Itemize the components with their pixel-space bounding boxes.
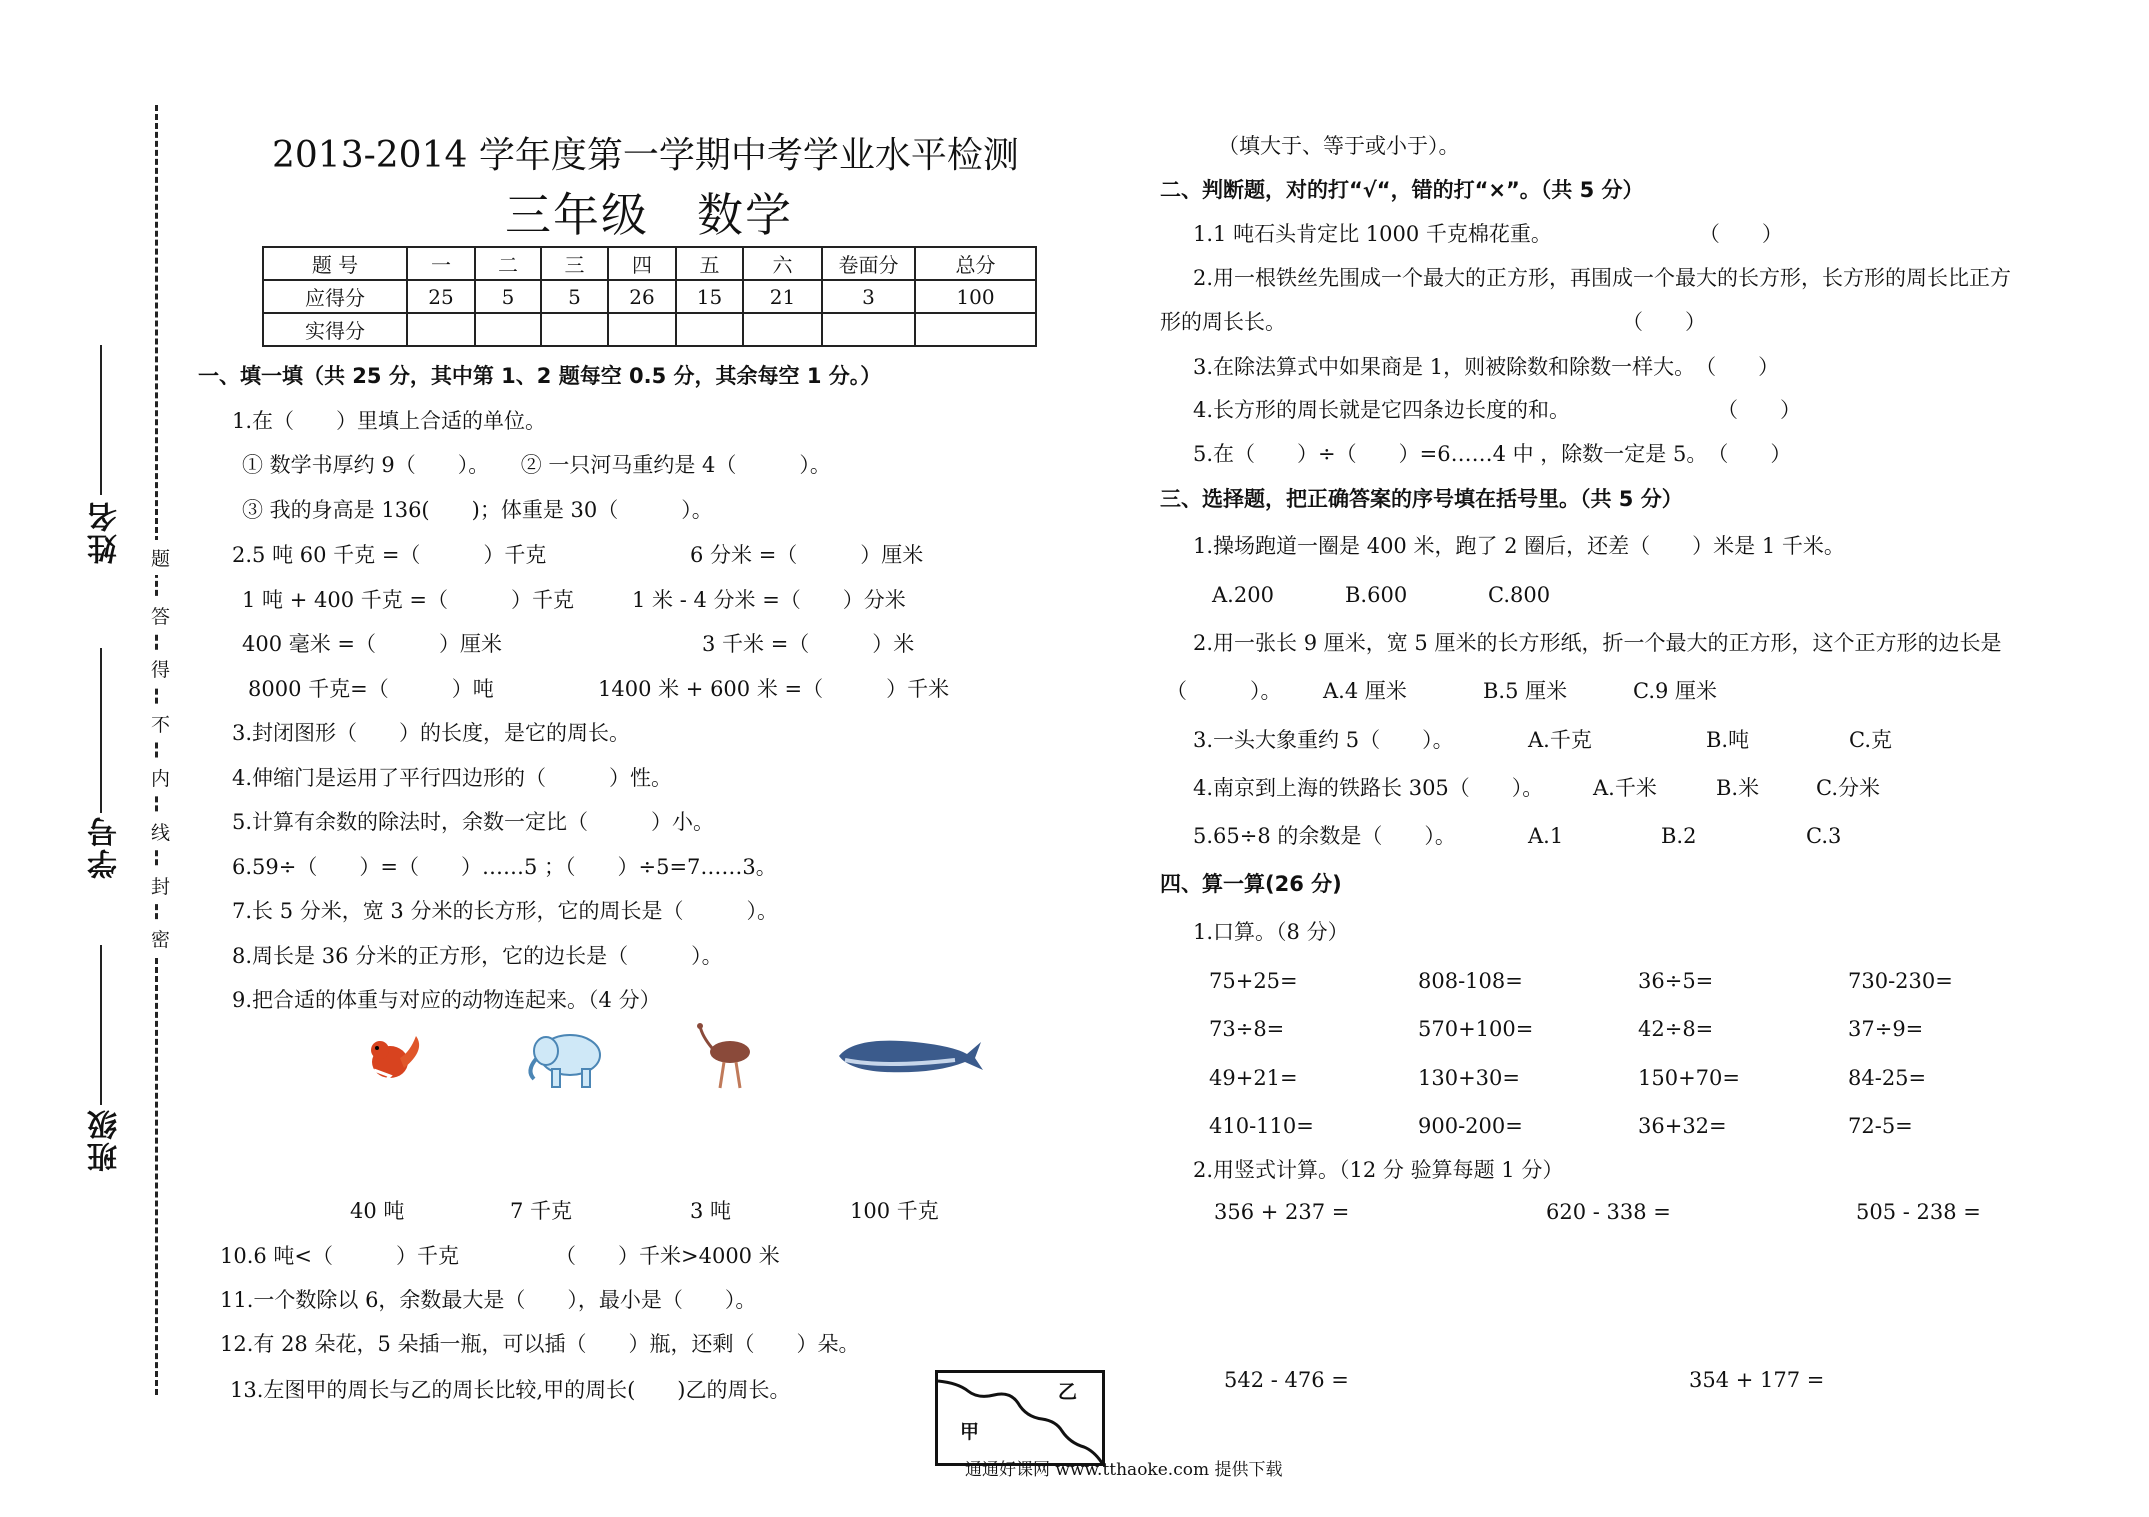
question-13: 13.左图甲的周长与乙的周长比较,甲的周长( )乙的周长。: [230, 1378, 791, 1402]
score-header-cell: 二: [475, 247, 541, 280]
squirrel-icon[interactable]: [360, 1030, 428, 1090]
weight-label[interactable]: 7 千克: [510, 1199, 573, 1223]
score-cell: 5: [475, 280, 541, 313]
seal-char: 内: [151, 760, 165, 795]
score-cell: 应得分: [263, 280, 407, 313]
choice-option[interactable]: A.200: [1212, 583, 1274, 607]
oral-calc-item: 42÷8=: [1638, 1017, 1714, 1041]
perimeter-figure: [935, 1370, 1105, 1466]
oral-calc-item: 36+32=: [1638, 1114, 1727, 1138]
choice-option[interactable]: B.米: [1716, 776, 1760, 800]
score-input-cell[interactable]: [407, 313, 475, 346]
question-2-a2: 6 分米 =（ ）厘米: [690, 543, 924, 567]
seal-char: 密: [151, 921, 165, 956]
score-table: [262, 246, 1037, 347]
score-cell: 21: [743, 280, 822, 313]
score-table-actual-row: [263, 313, 1036, 346]
score-table-header-row: [263, 247, 1036, 280]
oral-calc-item: 570+100=: [1418, 1017, 1534, 1041]
score-input-cell[interactable]: [915, 313, 1036, 346]
score-header-cell: 总分: [915, 247, 1036, 280]
choice-5: 5.65÷8 的余数是（ ）。: [1193, 824, 1456, 848]
dividing-curve: [938, 1373, 1102, 1463]
oral-calc-item: 808-108=: [1418, 969, 1523, 993]
choice-option[interactable]: C.克: [1849, 728, 1892, 752]
score-table-should-row: [263, 280, 1036, 313]
oral-calc-item: 37÷9=: [1848, 1017, 1924, 1041]
choice-2-a: 2.用一张长 9 厘米，宽 5 厘米的长方形纸，折一个最大的正方形，这个正方形的边长是: [1193, 631, 2002, 655]
score-header-cell: 一: [407, 247, 475, 280]
choice-option[interactable]: B.吨: [1706, 728, 1750, 752]
question-2-c2: 3 千米 =（ ）米: [702, 632, 915, 656]
exam-subtitle: 三年级 数学: [505, 188, 793, 242]
elephant-icon[interactable]: [520, 1025, 610, 1091]
choice-2-b: （ ）。: [1166, 679, 1282, 703]
choice-option[interactable]: A.1: [1528, 824, 1564, 848]
choice-option[interactable]: B.600: [1345, 583, 1408, 607]
ostrich-icon[interactable]: [690, 1022, 766, 1092]
vertical-calc-item: 542 - 476 =: [1224, 1368, 1349, 1392]
oral-calc-item: 36÷5=: [1638, 969, 1714, 993]
score-header-cell: 五: [676, 247, 743, 280]
choice-option[interactable]: A.千克: [1528, 728, 1592, 752]
choice-option[interactable]: A.4 厘米: [1323, 679, 1407, 703]
vertical-calc-item: 354 + 177 =: [1689, 1368, 1825, 1392]
question-2-b1: 1 吨 + 400 千克 =（ ）千克: [242, 588, 575, 612]
score-header-cell: 三: [541, 247, 608, 280]
score-cell: 3: [822, 280, 915, 313]
seal-char: 答: [151, 598, 165, 633]
oral-calc-item: 150+70=: [1638, 1066, 1740, 1090]
figure-label-yi: 乙: [1058, 1381, 1078, 1403]
score-cell: 25: [407, 280, 475, 313]
judge-4: 4.长方形的周长就是它四条边长度的和。 （ ）: [1193, 398, 1802, 422]
figure-label-jia: 甲: [960, 1421, 980, 1443]
weight-label[interactable]: 3 吨: [690, 1199, 732, 1223]
question-1-b: ③ 我的身高是 136( )；体重是 30（ ）。: [242, 498, 713, 522]
name-blank-line: [100, 345, 102, 495]
choice-option[interactable]: C.分米: [1816, 776, 1880, 800]
seal-char: 不: [151, 706, 165, 741]
class-label: 班级: [88, 1108, 123, 1172]
footer-download-note: 通通好课网 www.tthaoke.com 提供下载: [965, 1460, 1283, 1480]
question-6: 6.59÷（ ）=（ ）……5 ；（ ）÷5=7……3。: [232, 855, 777, 879]
choice-option[interactable]: C.800: [1488, 583, 1551, 607]
score-input-cell[interactable]: [541, 313, 608, 346]
student-id-blank-line: [100, 648, 102, 813]
whale-icon[interactable]: [835, 1030, 985, 1078]
question-1-a: ① 数学书厚约 9（ ）。 ② 一只河马重约是 4（ ）。: [242, 453, 831, 477]
seal-char: 封: [151, 868, 165, 903]
judge-3: 3.在除法算式中如果商是 1，则被除数和除数一样大。 （ ）: [1193, 355, 1780, 379]
oral-calc-item: 49+21=: [1209, 1066, 1298, 1090]
score-header-cell: 四: [608, 247, 676, 280]
seal-char: 得: [151, 651, 165, 686]
section-1-heading: 一、填一填（共 25 分，其中第 1、2 题每空 0.5 分，其余每空 1 分。）: [198, 364, 882, 388]
oral-calc-item: 130+30=: [1418, 1066, 1520, 1090]
judge-1: 1.1 吨石头肯定比 1000 千克棉花重。 （ ）: [1193, 222, 1783, 246]
question-2-d2: 1400 米 + 600 米 =（ ）千米: [598, 677, 950, 701]
score-header-cell: 六: [743, 247, 822, 280]
vertical-calc-item: 356 + 237 =: [1214, 1200, 1350, 1224]
student-id-label: 学号: [88, 815, 123, 879]
score-cell: 26: [608, 280, 676, 313]
judge-5: 5.在（ ）÷（ ）=6……4 中 ，除数一定是 5。 （ ）: [1193, 442, 1792, 466]
question-13-continuation: （填大于、等于或小于）。: [1218, 134, 1460, 158]
question-7: 7.长 5 分米，宽 3 分米的长方形，它的周长是（ ）。: [232, 899, 778, 923]
name-label: 姓名: [88, 500, 123, 564]
choice-1: 1.操场跑道一圈是 400 米，跑了 2 圈后，还差（ ）米是 1 千米。: [1193, 534, 1845, 558]
judge-2-b: 形的周长长。 （ ）: [1160, 310, 1706, 334]
oral-calc-item: 900-200=: [1418, 1114, 1523, 1138]
question-10-b: （ ）千米>4000 米: [555, 1244, 780, 1268]
question-9: 9.把合适的体重与对应的动物连起来。（4 分）: [232, 988, 661, 1012]
score-cell: 实得分: [263, 313, 407, 346]
section-3-heading: 三、选择题，把正确答案的序号填在括号里。（共 5 分）: [1160, 487, 1683, 511]
oral-calc-item: 73÷8=: [1209, 1017, 1285, 1041]
score-header-cell: 题 号: [263, 247, 407, 280]
seal-char: 线: [151, 814, 165, 849]
binding-dashed-line: [155, 105, 158, 1395]
question-2-b2: 1 米 - 4 分米 =（ ）分米: [632, 588, 906, 612]
question-8: 8.周长是 36 分米的正方形，它的边长是（ ）。: [232, 944, 723, 968]
score-cell: 15: [676, 280, 743, 313]
question-3: 3.封闭图形（ ）的长度，是它的周长。: [232, 721, 631, 745]
question-1: 1.在（ ）里填上合适的单位。: [232, 409, 547, 433]
oral-calc-item: 410-110=: [1209, 1114, 1314, 1138]
exam-title: 2013-2014 学年度第一学期中考学业水平检测: [272, 135, 1019, 176]
question-11: 11.一个数除以 6，余数最大是（ ），最小是（ ）。: [220, 1288, 757, 1312]
oral-calc-item: 72-5=: [1848, 1114, 1913, 1138]
score-input-cell[interactable]: [608, 313, 676, 346]
section-4-heading: 四、算一算(26 分): [1160, 872, 1342, 896]
class-blank-line: [100, 945, 102, 1105]
choice-option[interactable]: B.2: [1661, 824, 1697, 848]
score-cell: 100: [915, 280, 1036, 313]
score-input-cell[interactable]: [676, 313, 743, 346]
weight-label[interactable]: 40 吨: [350, 1199, 405, 1223]
section-2-heading: 二、判断题，对的打“√“，错的打“×”。（共 5 分）: [1160, 178, 1644, 202]
choice-option[interactable]: C.3: [1806, 824, 1842, 848]
score-cell: 5: [541, 280, 608, 313]
question-12: 12.有 28 朵花，5 朵插一瓶，可以插（ ）瓶，还剩（ ）朵。: [220, 1332, 860, 1356]
choice-option[interactable]: B.5 厘米: [1483, 679, 1568, 703]
judge-2-a: 2.用一根铁丝先围成一个最大的正方形，再围成一个最大的长方形，长方形的周长比正方: [1193, 266, 2012, 290]
oral-calc-item: 730-230=: [1848, 969, 1953, 993]
weight-label[interactable]: 100 千克: [850, 1199, 939, 1223]
seal-char: 题: [151, 540, 165, 575]
score-header-cell: 卷面分: [822, 247, 915, 280]
question-2-a1: 2.5 吨 60 千克 =（ ）千克: [232, 543, 547, 567]
vertical-calc-heading: 2.用竖式计算。（12 分 验算每题 1 分）: [1193, 1158, 1564, 1182]
choice-option[interactable]: A.千米: [1593, 776, 1657, 800]
score-input-cell[interactable]: [822, 313, 915, 346]
question-4: 4.伸缩门是运用了平行四边形的（ ）性。: [232, 766, 673, 790]
question-2-c1: 400 毫米 =（ ）厘米: [242, 632, 503, 656]
oral-calc-item: 84-25=: [1848, 1066, 1927, 1090]
oral-calc-heading: 1.口算。（8 分）: [1193, 920, 1349, 944]
choice-4: 4.南京到上海的铁路长 305（ ）。: [1193, 776, 1544, 800]
score-input-cell[interactable]: [743, 313, 822, 346]
vertical-calc-item: 620 - 338 =: [1546, 1200, 1671, 1224]
score-input-cell[interactable]: [475, 313, 541, 346]
question-5: 5.计算有余数的除法时，余数一定比（ ）小。: [232, 810, 715, 834]
oral-calc-item: 75+25=: [1209, 969, 1298, 993]
vertical-calc-item: 505 - 238 =: [1856, 1200, 1981, 1224]
choice-3: 3.一头大象重约 5（ ）。: [1193, 728, 1454, 752]
choice-option[interactable]: C.9 厘米: [1633, 679, 1718, 703]
question-2-d1: 8000 千克=（ ）吨: [248, 677, 494, 701]
question-10-a: 10.6 吨<（ ）千克: [220, 1244, 460, 1268]
